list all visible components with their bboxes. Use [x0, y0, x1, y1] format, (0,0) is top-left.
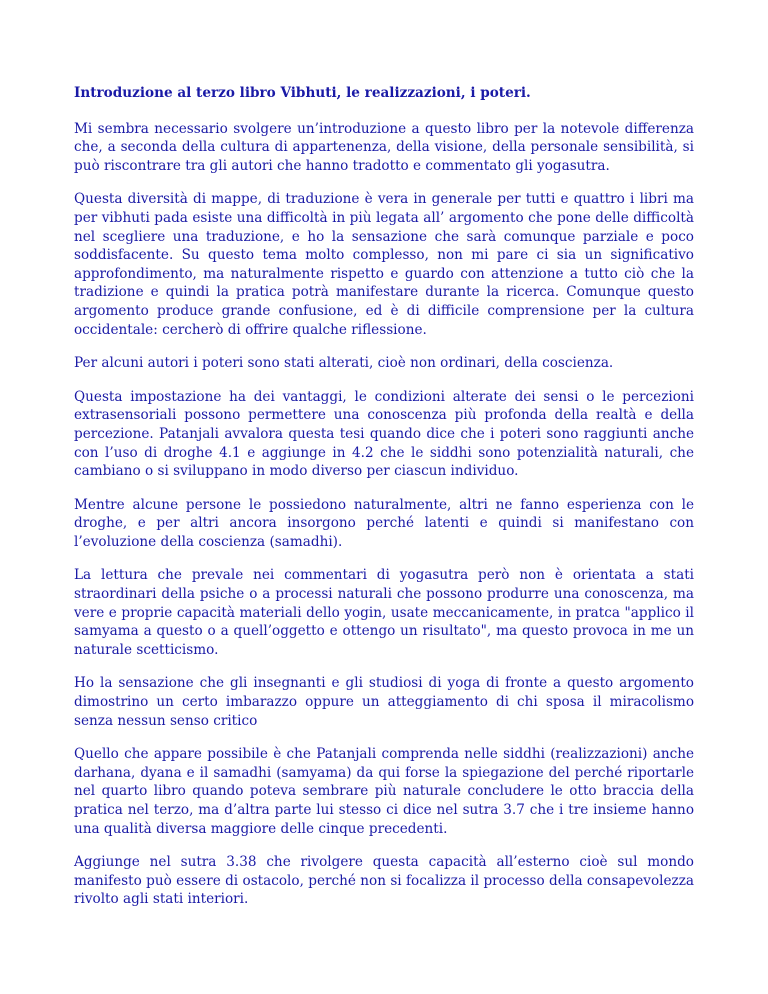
paragraph-6: La lettura che prevale nei commentari di yogasutra però non è orientata a stati straordinari della psiche o a processi naturali che possono produrre una conoscenza, ma vere e proprie capacità materiali dello yogin, usate meccanicamente, in pratca "applico il samyama a questo o a quell’oggetto e ottengo un risultato", ma questo provoca in me un naturale scetticismo.: [74, 567, 694, 658]
paragraph-7: Ho la sensazione che gli insegnanti e gli studiosi di yoga di fronte a questo argomento dimostrino un certo imbarazzo oppure un atteggiamento di chi sposa il miracolismo senza nessun senso critico: [74, 675, 694, 729]
document-body: [74, 84, 694, 924]
paragraph-5: Mentre alcune persone le possiedono naturalmente, altri ne fanno esperienza con le droghe, e per altri ancora insorgono perché latenti e quindi si manifestano con l’evoluzione della coscienza (samadhi).: [74, 496, 694, 550]
paragraph-4: Questa impostazione ha dei vantaggi, le condizioni alterate dei sensi o le percezioni extrasensoriali possono permettere una conoscenza più profonda della realtà e della percezione. Patanjali avvalora questa tesi quando dice che i poteri sono raggiunti anche con l’uso di droghe 4.1 e aggiunge in 4.2 che le siddhi sono potenzialità naturali, che cambiano o si sviluppano in modo diverso per ciascun individuo.: [74, 388, 694, 480]
document-title: Introduzione al terzo libro Vibhuti, le realizzazioni, i poteri.: [74, 85, 531, 101]
paragraph-8: Quello che appare possibile è che Patanjali comprenda nelle siddhi (realizzazioni) anche darhana, dyana e il samadhi (samyama) da qui forse la spiegazione del perché riportarle nel quarto libro quando poteva sembrare più naturale concludere le otto braccia della pratica nel terzo, ma d’altra parte lui stesso ci dice nel sutra 3.7 che i tre insieme hanno una qualità diversa maggiore delle cinque precedenti.: [74, 746, 694, 837]
paragraph-9: Aggiunge nel sutra 3.38 che rivolgere questa capacità all’esterno cioè sul mondo manifesto può essere di ostacolo, perché non si focalizza il processo della consapevolezza rivolto agli stati interiori.: [74, 854, 694, 908]
paragraph-1: Mi sembra necessario svolgere un’introduzione a questo libro per la notevole differenza che, a seconda della cultura di appartenenza, della visione, della personale sensibilità, si può riscontrare tra gli autori che hanno tradotto e commentato gli yogasutra.: [74, 120, 694, 174]
paragraph-3: Per alcuni autori i poteri sono stati alterati, cioè non ordinari, della coscienza.: [74, 355, 614, 372]
paragraph-2: Questa diversità di mappe, di traduzione è vera in generale per tutti e quattro i libri ma per vibhuti pada esiste una difficoltà in più legata all’ argomento che pone delle difficoltà nel scegliere una traduzione, e ho la sensazione che sarà comunque parziale e poco soddisfacente. Su questo tema molto complesso, non mi pare ci sia un significativo approfondimento, ma naturalmente rispetto e guardo con attenzione a tutto ciò che la tradizione e quindi la pratica potrà manifestare durante la ricerca. Comunque questo argomento produce grande confusione, ed è di difficile comprensione per la cultura occidentale: cercherò di offrire qualche riflessione.: [74, 191, 694, 338]
